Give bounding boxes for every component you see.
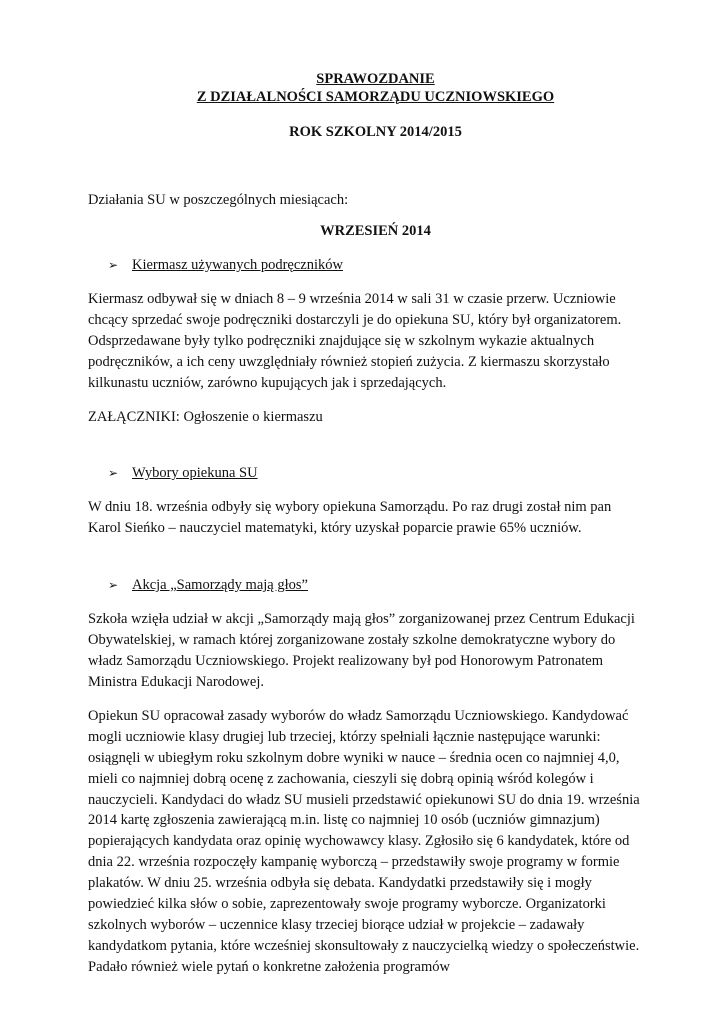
month-heading: WRZESIEŃ 2014 bbox=[320, 223, 431, 239]
section-heading-label: Kiermasz używanych podręczników bbox=[132, 257, 343, 273]
paragraph: Szkoła wzięła udział w akcji „Samorządy mają głos” zorganizowanej przez Centrum Edukacji Obywatelskiej, w ramach której zorganizowane zostały szkolne demokratyczne wybory do władz Samorządu Uczniowskiego. Projekt realizowany był pod Honorowym Patronatem Ministra Edukacji Narodowej. bbox=[88, 611, 635, 690]
section-heading-wybory bbox=[108, 463, 645, 484]
section-heading-label: Wybory opiekuna SU bbox=[132, 465, 258, 482]
arrow-bullet-icon: ➢ bbox=[108, 578, 119, 593]
school-year: ROK SZKOLNY 2014/2015 bbox=[289, 124, 462, 140]
attachments-note: ZAŁĄCZNIKI: Ogłoszenie o kiermaszu bbox=[88, 408, 323, 425]
section-heading-akcja bbox=[108, 575, 645, 596]
paragraph: Kiermasz odbywał się w dniach 8 – 9 września 2014 w sali 31 w czasie przerw. Uczniowie chcący sprzedać swoje podręczniki dostarczyli je do opiekuna SU, który był organizatorem. Odsprzedawane były tylko podręczniki znajdujące się w szkolnym wykazie aktualnych podręczników, a ich ceny uwzględniały również stopień zużycia. Z kiermaszu skorzystało kilkunastu uczniów, zarówno kupujących jak i sprzedających. bbox=[88, 291, 622, 391]
paragraph: Opiekun SU opracował zasady wyborów do władz Samorządu Uczniowskiego. Kandydować mogli uczniowie klasy drugiej lub trzeciej, którzy spełniali łącznie następujące warunki: osiągnęli w ubiegłym roku szkolnym dobre wyniki w nauce – średnia ocen co najmniej 4,0, mieli co najmniej dobrą ocenę z zachowania, cieszyli się dobrą opinią wśród kolegów i nauczycieli. Kandydaci do władz SU musieli przedstawić opiekunowi SU do dnia 19. września 2014 kartę zgłoszenia zawierającą m.in. listę co najmniej 10 osób (uczniów gimnazjum) popierających kandydata oraz opinię wychowawcy klasy. Zgłosiło się 6 kandydatek, które od dnia 22. września rozpoczęły kampanię wyborczą – przedstawiły swoje programy w formie plakatów. W dniu 25. września odbyła się debata. Kandydatki przedstawiły się i mogły powiedzieć kilka słów o sobie, zaprezentowały swoje programy wyborcze. Organizatorki szkolnych wyborów – uczennice klasy trzeciej biorące udział w projekcie – zadawały kandydatkom pytania, które wcześniej skonsultowały z nauczycielką wiedzy o społeczeństwie. Padało również wiele pytań o konkretne założenia programów bbox=[88, 707, 640, 975]
paragraph: W dniu 18. września odbyły się wybory opiekuna Samorządu. Po raz drugi został nim pan Karol Sieńko – nauczyciel matematyki, który uzyskał poparcie prawie 65% uczniów. bbox=[88, 499, 612, 537]
arrow-bullet-icon: ➢ bbox=[108, 466, 119, 481]
arrow-bullet-icon: ➢ bbox=[108, 258, 119, 272]
report-title-line2: Z DZIAŁALNOŚCI SAMORZĄDU UCZNIOWSKIEGO bbox=[196, 89, 555, 105]
intro-text: Działania SU w poszczególnych miesiącach: bbox=[88, 192, 349, 208]
section-heading-kiermasz bbox=[108, 255, 645, 276]
report-title-line1: SPRAWOZDANIE bbox=[316, 71, 435, 87]
section-heading-label: Akcja „Samorządy mają głos” bbox=[132, 577, 308, 594]
